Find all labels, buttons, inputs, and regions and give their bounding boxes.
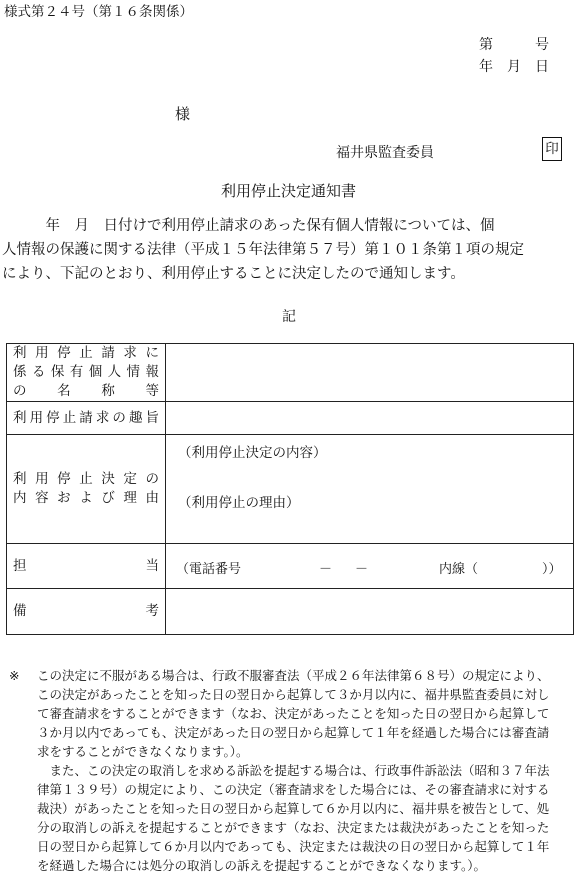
label-char: 当	[145, 557, 159, 574]
label-char: の	[13, 383, 27, 399]
label-char: 請	[101, 345, 115, 361]
justified-label-line	[13, 363, 159, 382]
label-char: 止	[79, 471, 93, 487]
content-value-cell[interactable]	[166, 435, 574, 544]
label-char: 趣	[128, 409, 143, 426]
notice-body-line: 人情報の保護に関する法律（平成１５年法律第５７号）第１０１条第１項の規定	[2, 242, 524, 258]
notice-body	[2, 214, 574, 286]
notice-body-line: により、下記のとおり、利用停止することに決定したので通知します。	[2, 266, 465, 282]
label-char: る	[31, 364, 46, 380]
appeal-notice	[0, 666, 577, 875]
purpose-value-cell[interactable]	[166, 402, 574, 435]
label-char: の	[112, 409, 126, 426]
note-mark: ※	[9, 668, 20, 683]
label-char: 報	[145, 364, 159, 380]
label-char: 用	[35, 471, 49, 487]
label-char: 容	[35, 490, 49, 506]
table-row	[7, 402, 574, 435]
ki-heading: 記	[282, 309, 296, 325]
label-char: 用	[35, 345, 49, 361]
table-row	[7, 344, 574, 402]
justified-label-line	[13, 382, 159, 401]
justified-label-line	[13, 409, 159, 428]
decision-reason-caption: （利用停止の理由）	[178, 495, 300, 511]
label-char: 決	[101, 471, 115, 487]
label-char: 求	[95, 409, 110, 426]
label-char: 等	[145, 383, 159, 399]
label-char: 担	[13, 557, 27, 574]
label-char: 有	[69, 364, 84, 380]
phone-dash: －	[355, 562, 369, 577]
label-char: 利	[13, 409, 27, 426]
justified-label-line	[13, 557, 159, 576]
label-char: 称	[101, 383, 115, 399]
purpose-label	[7, 402, 166, 435]
label-char: 停	[57, 471, 71, 487]
table-row	[7, 589, 574, 635]
contact-label	[7, 544, 166, 589]
justified-label-line	[13, 470, 159, 489]
extension-caption: 内線（	[439, 562, 479, 577]
notice-body-line: 年 月 日付けで利用停止請求のあった保有個人情報については、個	[2, 218, 495, 234]
content-label	[7, 435, 166, 544]
decision-table	[6, 343, 574, 635]
justified-label-line	[13, 602, 159, 621]
document-date: 年 月 日	[479, 59, 549, 75]
label-char: 備	[13, 603, 27, 619]
document-title: 利用停止決定通知書	[221, 182, 357, 200]
appeal-notice-line: この決定があったことを知った日の翌日から起算して３か月以内に、福井県監査委員に対し	[37, 687, 550, 702]
label-char: 個	[88, 364, 103, 380]
label-char: 名	[57, 383, 71, 399]
label-char: 考	[145, 603, 159, 619]
extension-close: ））	[542, 562, 562, 577]
label-char: 内	[13, 490, 27, 506]
remarks-label	[7, 589, 166, 635]
contact-value-cell[interactable]	[166, 544, 574, 589]
label-char: 停	[46, 409, 60, 426]
label-char: 停	[57, 345, 71, 361]
label-char: 求	[123, 345, 137, 361]
label-char: の	[145, 471, 159, 487]
appeal-notice-line: て審査請求をすることができます（なお、決定があったことを知った日の翌日から起算して	[37, 706, 550, 721]
label-char: 用	[29, 409, 44, 426]
label-char: 人	[107, 364, 122, 380]
form-number: 様式第２４号（第１６条関係）	[4, 4, 193, 20]
phone-dash: －	[319, 562, 333, 577]
label-char: び	[101, 490, 115, 506]
label-char: 請	[79, 409, 93, 426]
justified-label-line	[13, 344, 159, 363]
appeal-notice-line: 求をすることができなくなります。）。	[37, 744, 249, 759]
appeal-notice-line: 律第１３９号）の規定により、この決定（審査請求をした場合には、その審査請求に対する	[37, 782, 550, 797]
appeal-notice-text	[37, 666, 577, 875]
table-row	[7, 435, 574, 544]
label-char: 止	[79, 345, 93, 361]
label-char: 定	[123, 471, 137, 487]
appeal-notice-line: を経過した場合には処分の取消しの訴えを提起することができなくなります。）。	[37, 858, 487, 873]
addressee-honorific: 様	[175, 105, 191, 123]
appeal-notice-line: 分の取消しの訴えを提起することができます（なお、決定または裁決があったことを知った	[37, 820, 550, 835]
decision-content-caption: （利用停止決定の内容）	[178, 445, 327, 461]
label-char: 理	[123, 490, 137, 506]
label-char: 利	[13, 471, 27, 487]
label-char: 利	[13, 345, 27, 361]
issuer-name: 福井県監査委員	[336, 145, 434, 161]
label-char: お	[57, 490, 71, 506]
label-char: 保	[50, 364, 65, 380]
appeal-notice-line: また、この決定の取消しを求める訴訟を提起する場合は、行政事件訴訟法（昭和３７年法	[37, 763, 550, 778]
label-char: に	[145, 345, 159, 361]
appeal-notice-line: 裁決）があったことを知った日の翌日から起算して６か月以内に、福井県を被告として、処	[37, 801, 550, 816]
document-number: 第 号	[479, 37, 549, 53]
label-char: 止	[62, 409, 77, 426]
appeal-notice-line: ３か月以内であっても、決定があった日の翌日から起算して１年を経過した場合には審査請	[37, 725, 550, 740]
label-char: 情	[126, 364, 141, 380]
appeal-notice-line: この決定に不服がある場合は、行政不服審査法（平成２６年法律第６８号）の規定により、	[37, 668, 550, 683]
label-char: よ	[79, 490, 93, 506]
appeal-notice-line: 日の翌日から起算して６か月以内であっても、決定または裁決の日の翌日から起算して１年	[37, 839, 550, 854]
seal-box: 印	[542, 137, 562, 161]
label-char: 由	[145, 490, 159, 506]
subject-label	[7, 344, 166, 402]
justified-label-line	[13, 489, 159, 508]
subject-value-cell[interactable]	[166, 344, 574, 402]
table-row	[7, 544, 574, 589]
phone-caption: （電話番号	[176, 562, 242, 577]
remarks-value-cell[interactable]	[166, 589, 574, 635]
label-char: 係	[13, 364, 27, 380]
label-char: 旨	[145, 409, 159, 426]
